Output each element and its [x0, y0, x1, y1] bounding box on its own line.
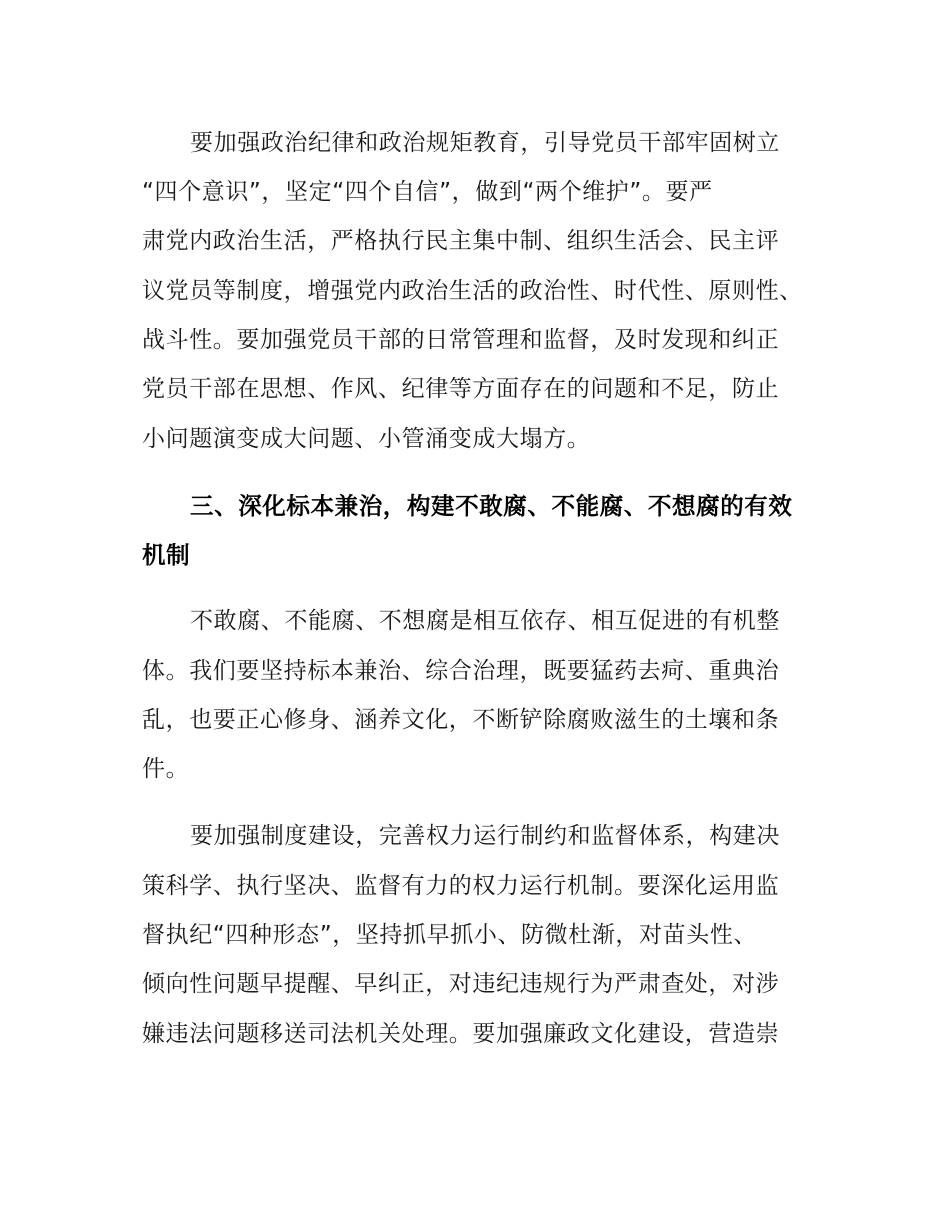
paragraph-3-line-3: 督执纪“四种形态”，坚持抓早抓小、防微杜渐，对苗头性、	[142, 922, 758, 948]
section-heading-line-1: 三、深化标本兼治，构建不敢腐、不能腐、不想腐的有效	[190, 492, 793, 520]
paragraph-2-line-1: 不敢腐、不能腐、不想腐是相互依存、相互促进的有机整	[190, 608, 780, 634]
section-heading-line-2: 机制	[142, 541, 191, 569]
paragraph-2-line-3: 乱，也要正心修身、涵养文化，不断铲除腐败滋生的土壤和条	[142, 707, 780, 733]
paragraph-1-line-7: 小问题演变成大问题、小管涌变成大塌方。	[142, 426, 591, 452]
paragraph-3-line-2: 策科学、执行坚决、监督有力的权力运行机制。要深化运用监	[142, 873, 780, 899]
paragraph-1-line-4: 议党员等制度，增强党内政治生活的政治性、时代性、原则性、	[142, 278, 803, 304]
paragraph-3-line-5: 嫌违法问题移送司法机关处理。要加强廉政文化建设，营造崇	[142, 1021, 780, 1047]
paragraph-1-line-1: 要加强政治纪律和政治规矩教育，引导党员干部牢固树立	[190, 130, 780, 156]
paragraph-3-line-4: 倾向性问题早提醒、早纠正，对违纪违规行为严肃查处，对涉	[142, 971, 780, 997]
paragraph-1-line-5: 战斗性。要加强党员干部的日常管理和监督，及时发现和纠正	[142, 327, 780, 353]
paragraph-3-line-1: 要加强制度建设，完善权力运行制约和监督体系，构建决	[190, 823, 780, 849]
paragraph-1-line-6: 党员干部在思想、作风、纪律等方面存在的问题和不足，防止	[142, 376, 780, 402]
paragraph-1-line-2: “四个意识”，坚定“四个自信”，做到“两个维护”。要严	[142, 179, 713, 205]
paragraph-2-line-2: 体。我们要坚持标本兼治、综合治理，既要猛药去疴、重典治	[142, 658, 780, 684]
paragraph-2-line-4: 件。	[142, 756, 190, 782]
paragraph-1-line-3: 肃党内政治生活，严格执行民主集中制、组织生活会、民主评	[142, 228, 780, 254]
